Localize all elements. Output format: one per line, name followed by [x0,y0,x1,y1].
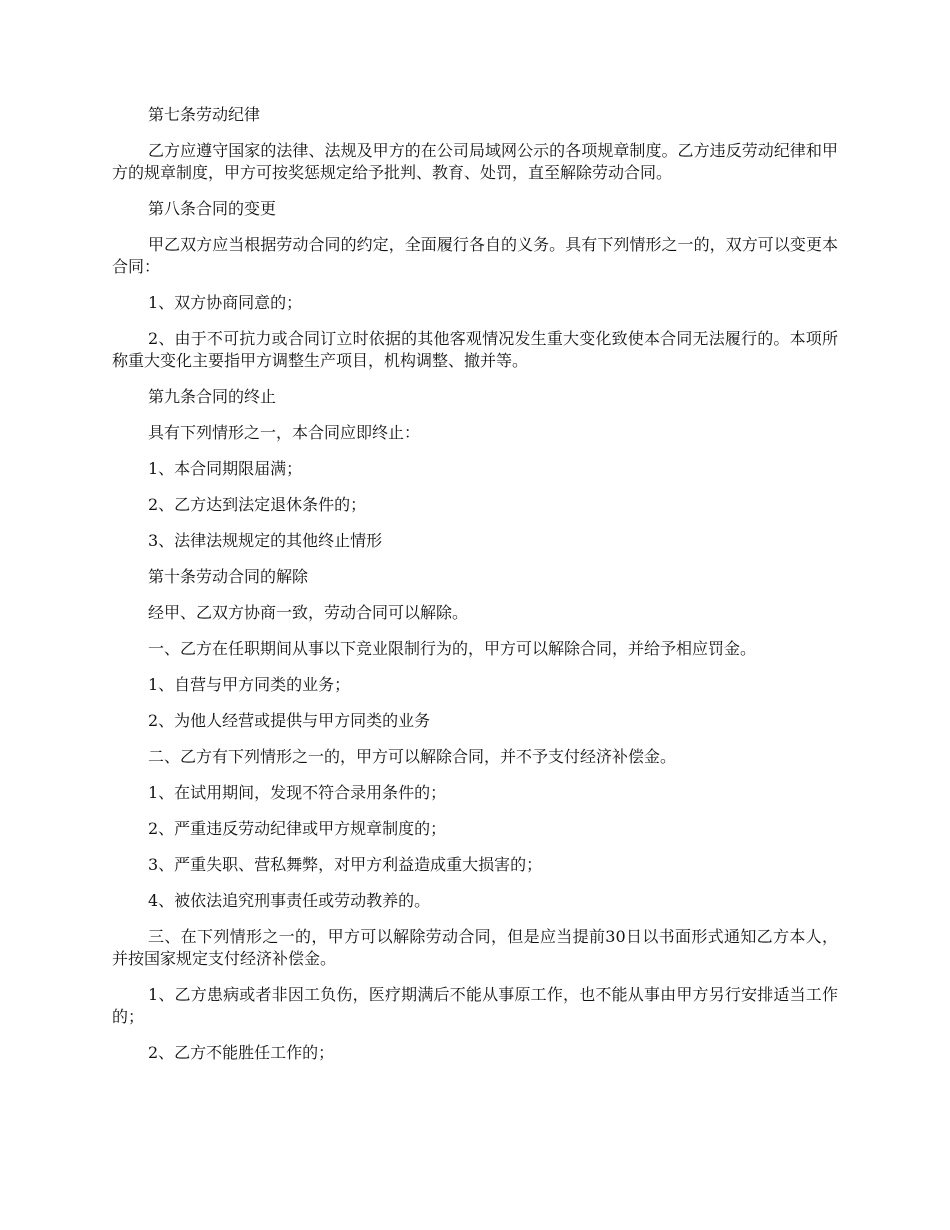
heading-article-10: 第十条劳动合同的解除 [148,567,309,586]
section-item: 二、乙方有下列情形之一的，甲方可以解除合同，并不予支付经济补偿金。 [148,747,677,766]
list-item: 1、本合同期限届满； [148,459,303,478]
heading-article-8: 第八条合同的变更 [148,199,277,218]
list-item: 2、为他人经营或提供与甲方同类的业务 [148,711,431,730]
list-item: 1、乙方患病或者非因工负伤，医疗期满后不能从事原工作，也不能从事由甲方另行安排适当工作的； [112,985,838,1026]
section-item: 三、在下列情形之一的，甲方可以解除劳动合同，但是应当提前30日以书面形式通知乙方本人，并按国家规定支付经济补偿金。 [112,927,838,968]
list-item: 2、乙方不能胜任工作的； [148,1043,335,1062]
list-item: 1、在试用期间，发现不符合录用条件的； [148,783,447,802]
section-item: 一、乙方在任职期间从事以下竞业限制行为的，甲方可以解除合同，并给予相应罚金。 [148,639,757,658]
list-item: 4、被依法追究刑事责任或劳动教养的。 [148,891,431,910]
list-item: 3、严重失职、营私舞弊，对甲方利益造成重大损害的； [148,855,543,874]
paragraph: 乙方应遵守国家的法律、法规及甲方的在公司局域网公示的各项规章制度。乙方违反劳动纪律和甲方的规章制度，甲方可按奖惩规定给予批判、教育、处罚，直至解除劳动合同。 [112,141,838,182]
list-item: 1、自营与甲方同类的业务； [148,675,351,694]
list-item: 3、法律法规规定的其他终止情形 [148,531,383,550]
paragraph: 经甲、乙双方协商一致，劳动合同可以解除。 [148,603,469,622]
heading-article-9: 第九条合同的终止 [148,387,277,406]
list-item: 2、严重违反劳动纪律或甲方规章制度的； [148,819,447,838]
document-page [112,104,838,1078]
list-item: 1、双方协商同意的； [148,293,303,312]
list-item: 2、乙方达到法定退休条件的； [148,495,367,514]
paragraph: 甲乙双方应当根据劳动合同的约定，全面履行各自的义务。具有下列情形之一的，双方可以变更本合同： [112,235,838,276]
heading-article-7: 第七条劳动纪律 [148,105,261,124]
list-item: 2、由于不可抗力或合同订立时依据的其他客观情况发生重大变化致使本合同无法履行的。本项所称重大变化主要指甲方调整生产项目，机构调整、撤并等。 [112,329,838,370]
paragraph: 具有下列情形之一，本合同应即终止： [148,423,421,442]
